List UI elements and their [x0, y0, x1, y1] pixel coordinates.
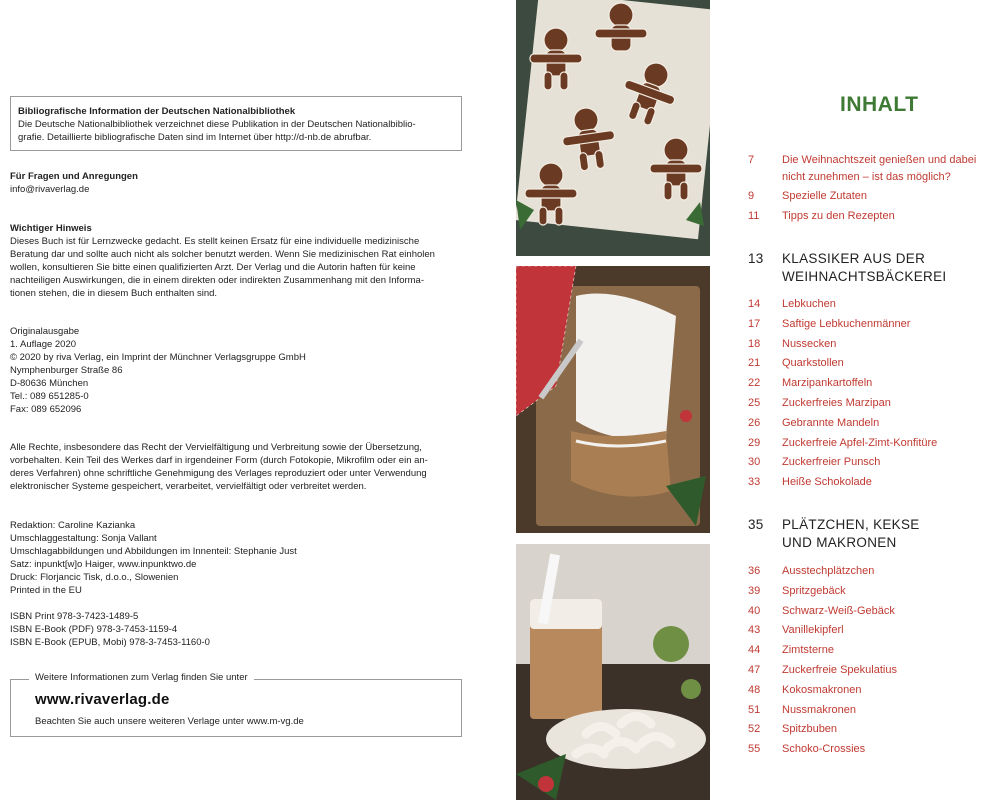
- toc-page-number: 44: [748, 644, 761, 657]
- toc-entry-label: Vanillekipferl: [782, 624, 844, 637]
- rights-notice: [10, 441, 470, 493]
- toc-entry-label: Nussecken: [782, 337, 837, 350]
- toc-entry-label: Schoko-Crossies: [782, 743, 866, 756]
- publisher-info-label: Weitere Informationen zum Verlag finden Sie unter: [29, 672, 254, 683]
- contact-email: info@rivaverlag.de: [10, 184, 90, 195]
- toc-entry-label: Ausstechplätzchen: [782, 565, 875, 577]
- toc-page-number: 22: [748, 377, 761, 390]
- edition-line: © 2020 by riva Verlag, ein Imprint der Münchner Verlagsgruppe GmbH: [10, 352, 306, 363]
- toc-page-number: 48: [748, 683, 761, 696]
- toc-entry-label: Tipps zu den Rezepten: [782, 210, 895, 222]
- publisher-info-box: [10, 672, 462, 737]
- toc-entry[interactable]: [748, 152, 998, 186]
- toc-section-heading[interactable]: [748, 516, 998, 552]
- toc-page-number: 9: [748, 190, 755, 202]
- toc-page-number: 11: [748, 210, 760, 222]
- toc-page-number: 47: [748, 664, 761, 676]
- bibliographic-info-box: [10, 96, 462, 151]
- toc-page-number: 36: [748, 565, 761, 577]
- isbn-line: ISBN E-Book (EPUB, Mobi) 978-3-7453-1160-0: [10, 637, 210, 648]
- toc-page-number: 43: [748, 624, 761, 637]
- gingerbread-men-photo: [516, 0, 710, 256]
- notice-line: Dieses Buch ist für Lernzwecke gedacht. Es stellt keinen Ersatz für eine individuelle medizinische: [10, 236, 420, 247]
- edition-info: [10, 325, 470, 416]
- edition-line: Nymphenburger Straße 86: [10, 365, 123, 376]
- toc-entry-label: Heiße Schokolade: [782, 476, 872, 489]
- toc-page-number: 40: [748, 604, 761, 617]
- important-notice: [10, 222, 470, 300]
- toc-page-number: 21: [748, 357, 761, 370]
- toc-page-number: 29: [748, 436, 761, 449]
- bibliographic-info-line: Die Deutsche Nationalbibliothek verzeichnet diese Publikation in der Deutschen Nationalbiblio-: [18, 119, 416, 130]
- notice-line: nachteiligen Auswirkungen, die in einem direkten oder indirekten Zusammenhang mit den Informa-: [10, 275, 425, 286]
- toc-section-title: [782, 516, 1000, 552]
- toc-page-number: 52: [748, 723, 761, 736]
- toc-entry-label: Quarkstollen: [782, 357, 844, 370]
- credit-line: Umschlaggestaltung: Sonja Vallant: [10, 533, 157, 544]
- toc-entry-label: Spitzbuben: [782, 723, 838, 736]
- edition-line: Originalausgabe: [10, 326, 80, 337]
- toc-page-number: 14: [748, 298, 761, 310]
- toc-entry-label: Zimtsterne: [782, 644, 834, 657]
- rights-line: vorbehalten. Kein Teil des Werkes darf in irgendeiner Form (durch Fotokopie, Mikrofilm oder ein an-: [10, 455, 428, 466]
- toc-entry-label: Die Weihnachtszeit genießen und dabei nicht zunehmen – ist das möglich?: [782, 154, 977, 183]
- edition-line: Tel.: 089 651285-0: [10, 391, 89, 402]
- toc-entry-label: Spezielle Zutaten: [782, 190, 867, 202]
- toc-entry-label: Marzipankartoffeln: [782, 377, 873, 390]
- isbn-line: ISBN E-Book (PDF) 978-3-7453-1159-4: [10, 624, 178, 635]
- bibliographic-info-line: grafie. Detaillierte bibliografische Daten sind im Internet über http://d-nb.de abrufbar.: [18, 132, 372, 143]
- questions-block: [10, 170, 470, 196]
- toc-page-number: 26: [748, 416, 761, 429]
- toc-section-title-line: WEIHNACHTSBÄCKEREI: [782, 269, 947, 284]
- edition-line: D-80636 München: [10, 378, 89, 389]
- toc-section-page: 35: [748, 517, 764, 532]
- toc-page-number: 51: [748, 703, 761, 716]
- toc-section-title-line: UND MAKRONEN: [782, 535, 897, 550]
- notice-line: Beratung dar und sollte auch nicht als solcher benutzt werden. Wenn Sie medizinischen Rat einholen: [10, 249, 435, 260]
- toc-entry-label: Saftige Lebkuchenmänner: [782, 317, 911, 330]
- toc-entry-label: Zuckerfreie Apfel-Zimt-Konfitüre: [782, 436, 938, 449]
- vanillekipferl-latte-photo: [516, 544, 710, 800]
- toc-entry-label: Nussmakronen: [782, 703, 856, 716]
- notice-line: tionen stehen, die in diesem Buch enthalten sind.: [10, 288, 218, 299]
- toc-page-number: 18: [748, 337, 761, 350]
- isbn-line: ISBN Print 978-3-7423-1489-5: [10, 611, 139, 622]
- toc-page-number: 33: [748, 476, 761, 489]
- toc-page-number: 7: [748, 154, 755, 166]
- toc-entry-label: Spritzgebäck: [782, 584, 846, 597]
- credit-line: Umschlagabbildungen und Abbildungen im Innenteil: Stephanie Just: [10, 546, 297, 557]
- notice-title: Wichtiger Hinweis: [10, 223, 92, 234]
- toc-entry-label: Lebkuchen: [782, 298, 836, 310]
- toc-section-heading[interactable]: [748, 250, 998, 286]
- toc-entry-label: Zuckerfreier Punsch: [782, 456, 881, 469]
- edition-line: 1. Auflage 2020: [10, 339, 77, 350]
- toc-section-title-line: KLASSIKER AUS DER: [782, 251, 926, 266]
- rights-line: elektronischer Systeme gespeichert, verarbeitet, vervielfältigt oder verbreitet werden.: [10, 481, 367, 492]
- toc-title: INHALT: [840, 93, 919, 116]
- credit-line: Printed in the EU: [10, 585, 82, 596]
- credits: [10, 519, 470, 597]
- rights-line: deres Verfahren) ohne schriftliche Genehmigung des Verlages reproduziert oder unter Verwendung: [10, 468, 427, 479]
- toc-entry-label: Zuckerfreies Marzipan: [782, 397, 891, 409]
- stollen-photo: [516, 266, 710, 533]
- publisher-url[interactable]: www.rivaverlag.de: [35, 691, 170, 708]
- toc-entry-label: Gebrannte Mandeln: [782, 416, 880, 429]
- toc-page-number: 25: [748, 397, 761, 409]
- credit-line: Druck: Florjancic Tisk, d.o.o., Slowenien: [10, 572, 179, 583]
- questions-title: Für Fragen und Anregungen: [10, 171, 138, 182]
- isbn-list: [10, 610, 470, 649]
- credit-line: Redaktion: Caroline Kazianka: [10, 520, 136, 531]
- toc-page-number: 39: [748, 584, 761, 597]
- publisher-note: Beachten Sie auch unsere weiteren Verlage unter www.m-vg.de: [35, 716, 304, 727]
- toc-section-title-line: PLÄTZCHEN, KEKSE: [782, 517, 920, 532]
- toc-section-title: [782, 250, 1000, 286]
- toc-page-number: 55: [748, 743, 761, 756]
- toc-entry-label: Schwarz-Weiß-Gebäck: [782, 604, 895, 617]
- edition-line: Fax: 089 652096: [10, 404, 82, 415]
- toc-entry-label: Kokosmakronen: [782, 683, 862, 696]
- bibliographic-info-title: Bibliografische Information der Deutschen Nationalbibliothek: [18, 106, 296, 117]
- toc-page-number: 17: [748, 317, 761, 330]
- credit-line: Satz: inpunkt[w]o Haiger, www.inpunktwo.de: [10, 559, 197, 570]
- toc-section-page: 13: [748, 251, 764, 266]
- toc-page-number: 30: [748, 456, 761, 469]
- toc-entry-label: Zuckerfreie Spekulatius: [782, 664, 897, 676]
- notice-line: wollen, konsultieren Sie bitte einen qualifizierten Arzt. Der Verlag und die Autorin haften für keine: [10, 262, 416, 273]
- rights-line: Alle Rechte, insbesondere das Recht der Vervielfältigung und Verbreitung sowie der Übersetzung,: [10, 442, 422, 453]
